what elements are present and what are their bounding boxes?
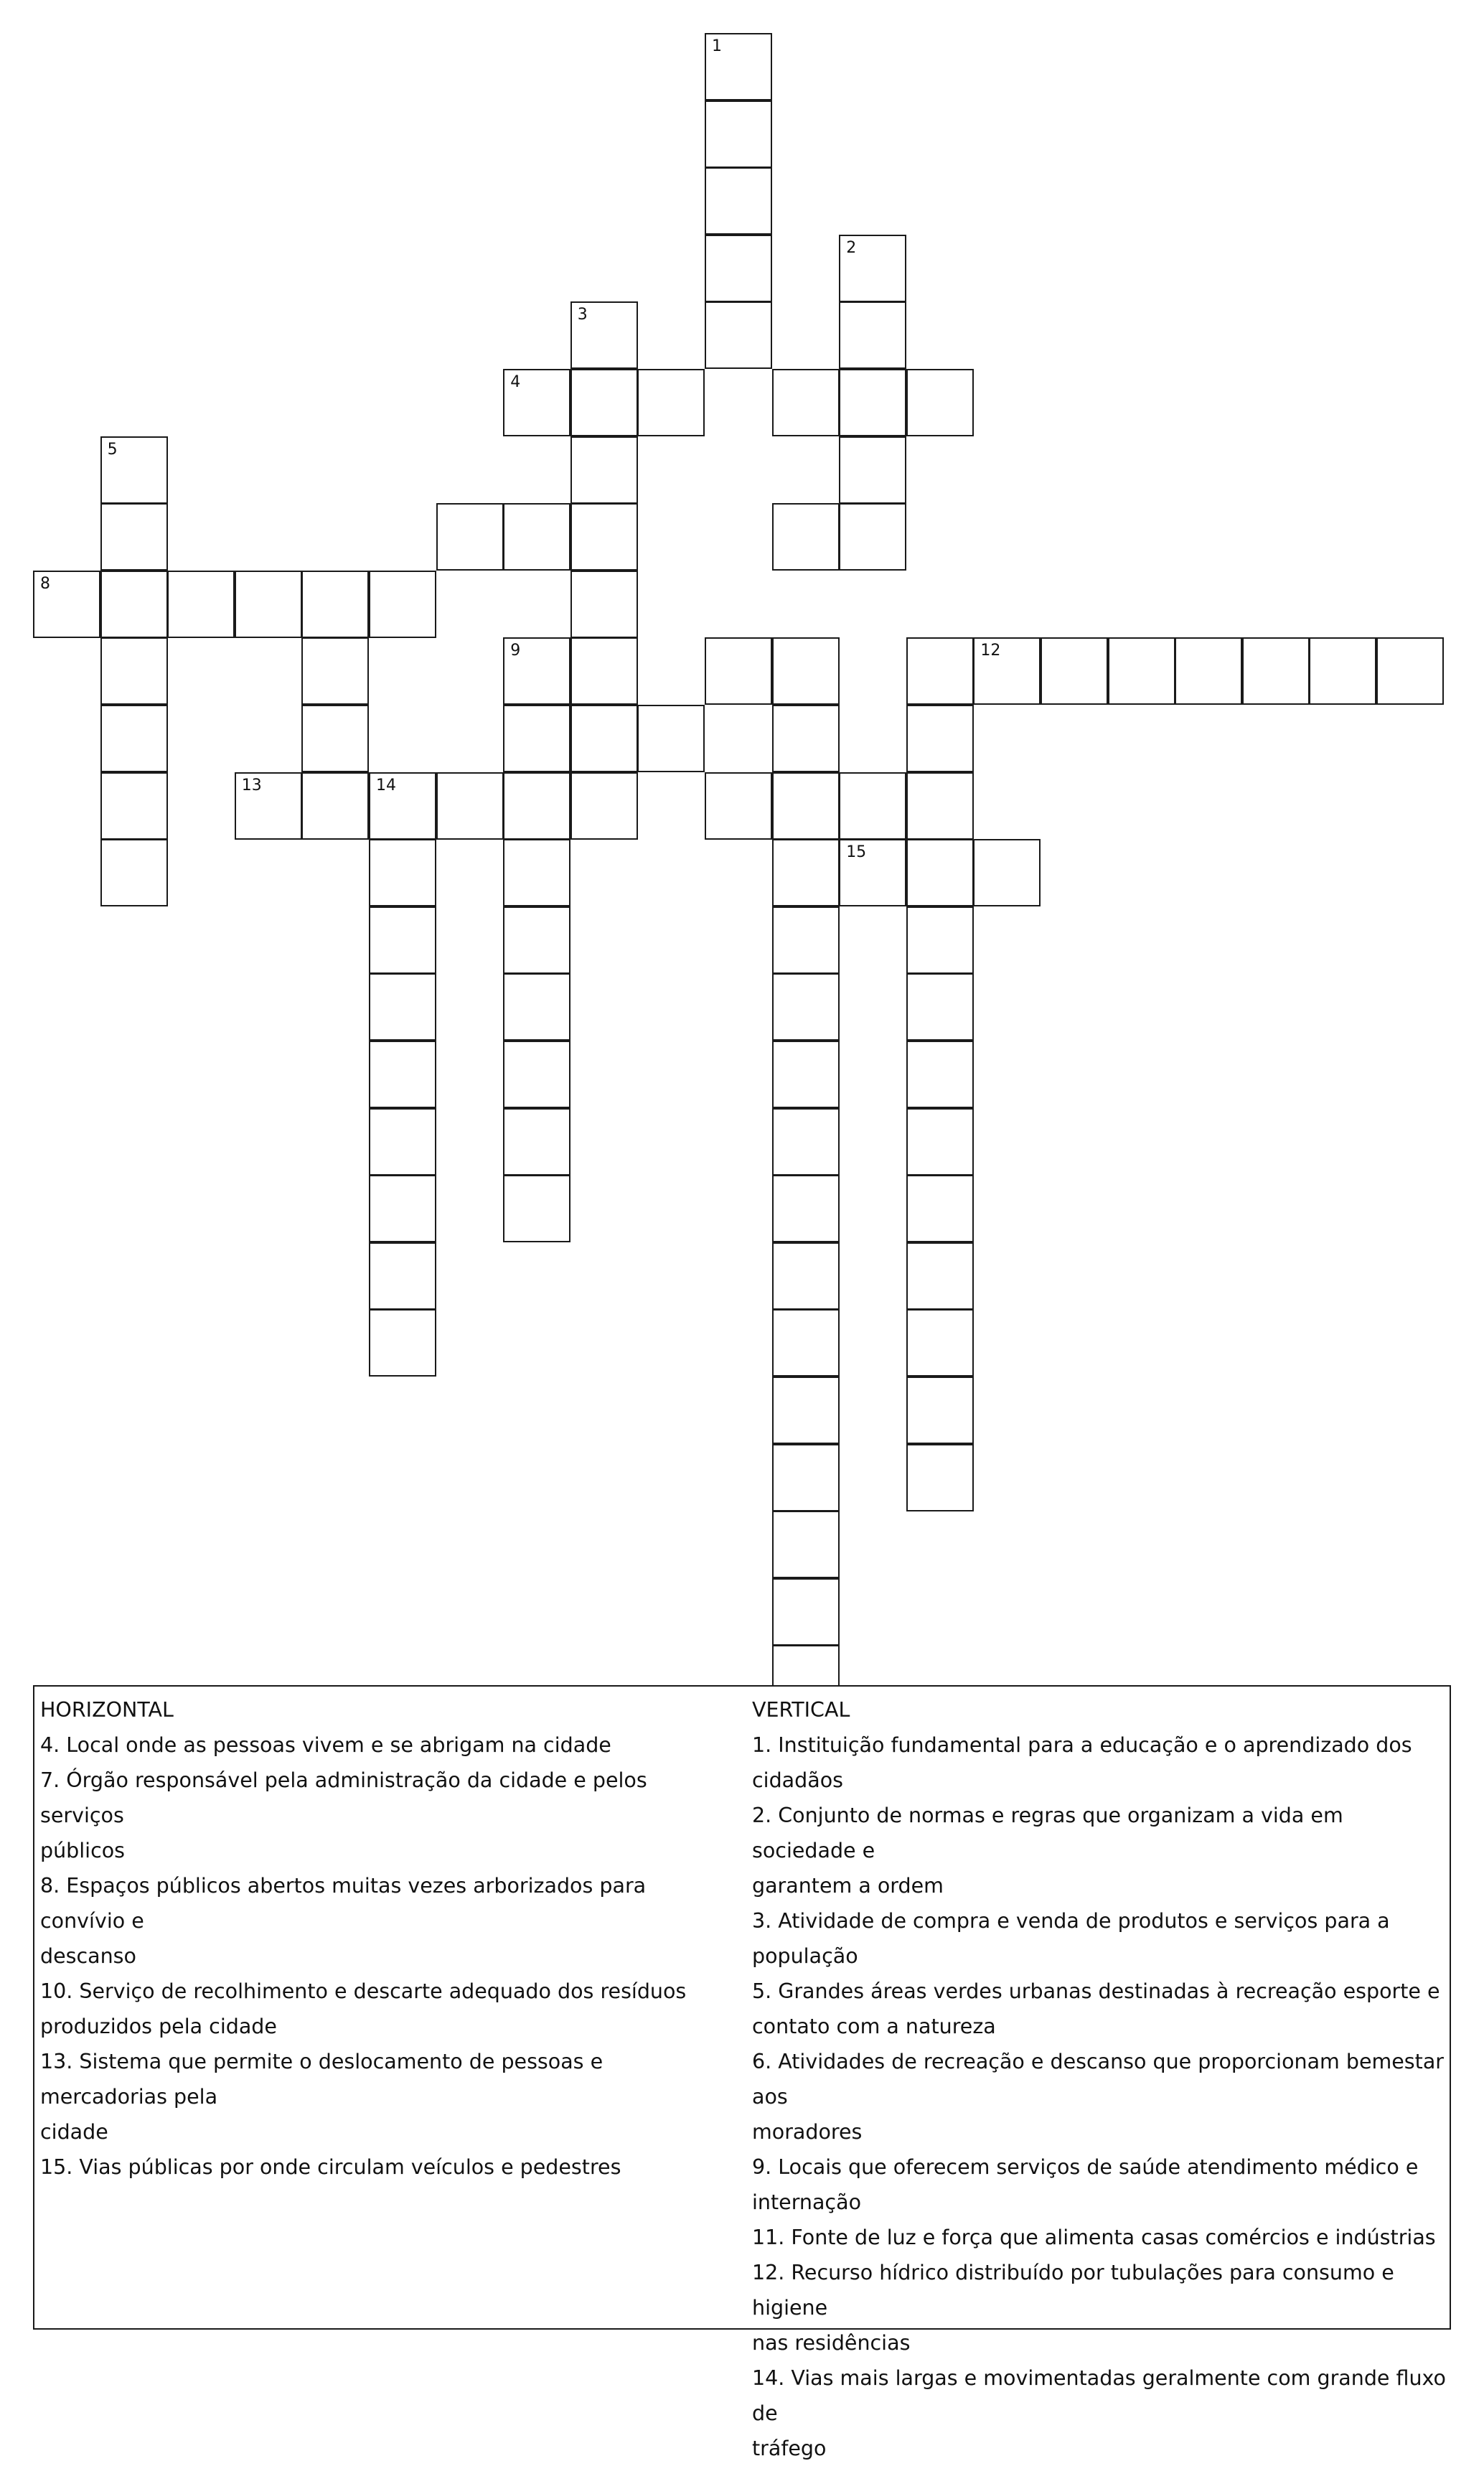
grid-cell[interactable] [906,839,974,906]
clue-line: contato com a natureza [752,2015,996,2038]
clue-line: garantem a ordem [752,1874,944,1898]
grid-cell[interactable] [906,906,974,974]
grid-cell[interactable] [906,1242,974,1310]
grid-cell[interactable] [839,772,906,840]
grid-cell[interactable] [100,571,168,638]
grid-cell[interactable] [772,705,840,772]
grid-cell[interactable] [1376,637,1444,705]
clue-number: 9 [510,642,521,660]
grid-cell[interactable] [301,772,369,840]
grid-cell[interactable] [705,637,772,705]
clue-number: 13 [241,776,262,794]
clue-number: 4 [510,373,521,391]
grid-cell[interactable] [839,301,906,369]
grid-cell[interactable] [503,772,570,840]
grid-cell[interactable] [503,637,570,705]
grid-cell[interactable] [369,1108,436,1176]
clue-line: 2. Conjunto de normas e regras que organizam a vida em sociedade e [752,1804,1343,1862]
clue-line: 13. Sistema que permite o deslocamento de pessoas e mercadorias pela [40,2050,604,2109]
clue-line: 1. Instituição fundamental para a educação e o aprendizado dos [752,1733,1412,1757]
grid-cell[interactable] [235,571,302,638]
clue-line: 6. Atividades de recreação e descanso que proporcionam bemestar aos [752,2050,1445,2109]
grid-cell[interactable] [705,772,772,840]
grid-cell[interactable] [100,839,168,906]
grid-cell[interactable] [369,1309,436,1377]
grid-cell[interactable] [369,973,436,1041]
grid-cell[interactable] [772,637,840,705]
grid-cell[interactable] [772,1041,840,1108]
grid-cell[interactable] [772,1578,840,1646]
clue-line: 3. Atividade de compra e venda de produtos e serviços para a população [752,1909,1390,1968]
grid-cell[interactable] [973,839,1041,906]
clue-number: 8 [40,574,50,593]
grid-cell[interactable] [503,369,570,436]
clue-line: internação [752,2190,862,2214]
grid-cell[interactable] [503,1108,570,1176]
clue-line: produzidos pela cidade [40,2015,277,2038]
clue-number: 1 [712,37,722,55]
clue-line: descanso [40,1944,136,1968]
horizontal-clues [40,1692,729,2185]
clue-number: 2 [846,238,857,257]
horizontal-title: HORIZONTAL [40,1698,174,1722]
grid-cell[interactable] [906,369,974,436]
grid-cell[interactable] [301,637,369,705]
grid-cell[interactable] [906,705,974,772]
clue-line: cidadãos [752,1768,843,1792]
grid-cell[interactable] [906,772,974,840]
clue-line: 15. Vias públicas por onde circulam veículos e pedestres [40,2155,621,2179]
grid-cell[interactable] [570,571,638,638]
grid-cell[interactable] [503,906,570,974]
clue-line: moradores [752,2120,863,2144]
grid-cell[interactable] [570,637,638,705]
grid-cell[interactable] [772,772,840,840]
clue-line: 11. Fonte de luz e força que alimenta casas comércios e indústrias [752,2226,1436,2249]
grid-cell[interactable] [637,705,705,772]
grid-cell[interactable] [369,1242,436,1310]
clue-line: 10. Serviço de recolhimento e descarte adequado dos resíduos [40,1979,687,2003]
vertical-clues [752,1692,1451,2466]
grid-cell[interactable] [369,772,436,840]
clue-line: 9. Locais que oferecem serviços de saúde atendimento médico e [752,2155,1419,2179]
grid-cell[interactable] [839,839,906,906]
grid-cell[interactable] [772,973,840,1041]
grid-cell[interactable] [705,235,772,302]
clue-line: tráfego [752,2437,827,2460]
grid-cell[interactable] [705,301,772,369]
grid-cell[interactable] [369,839,436,906]
grid-cell[interactable] [772,1377,840,1444]
grid-cell[interactable] [839,436,906,504]
clue-number: 14 [376,776,396,794]
clue-number: 15 [846,843,867,862]
grid-cell[interactable] [301,571,369,638]
grid-cell[interactable] [503,1041,570,1108]
grid-cell[interactable] [772,1242,840,1310]
grid-cell[interactable] [772,1511,840,1578]
grid-cell[interactable] [100,772,168,840]
clue-number: 5 [107,440,118,459]
grid-cell[interactable] [100,436,168,504]
clue-line: 14. Vias mais largas e movimentadas geralmente com grande fluxo de [752,2366,1446,2425]
grid-cell[interactable] [369,571,436,638]
grid-cell[interactable] [369,1175,436,1242]
grid-cell[interactable] [570,369,638,436]
grid-cell[interactable] [100,503,168,571]
grid-cell[interactable] [570,705,638,772]
grid-cell[interactable] [436,503,504,571]
grid-cell[interactable] [100,705,168,772]
clue-line: nas residências [752,2331,911,2355]
grid-cell[interactable] [772,1309,840,1377]
clue-line: públicos [40,1839,126,1862]
grid-cell[interactable] [906,1444,974,1511]
grid-cell[interactable] [906,637,974,705]
grid-cell[interactable] [906,973,974,1041]
grid-cell[interactable] [570,503,638,571]
grid-cell[interactable] [33,571,100,638]
clue-line: 12. Recurso hídrico distribuído por tubulações para consumo e higiene [752,2261,1394,2320]
grid-cell[interactable] [906,1309,974,1377]
clue-line: 4. Local onde as pessoas vivem e se abrigam na cidade [40,1733,611,1757]
grid-cell[interactable] [1242,637,1310,705]
clue-line: cidade [40,2120,108,2144]
grid-cell[interactable] [167,571,235,638]
grid-cell[interactable] [906,1175,974,1242]
grid-cell[interactable] [839,369,906,436]
grid-cell[interactable] [973,637,1041,705]
grid-cell[interactable] [772,906,840,974]
vertical-title: VERTICAL [752,1698,850,1722]
grid-cell[interactable] [705,33,772,100]
grid-cell[interactable] [772,1108,840,1176]
grid-cell[interactable] [369,906,436,974]
grid-cell[interactable] [705,100,772,168]
clue-line: 8. Espaços públicos abertos muitas vezes arborizados para convívio e [40,1874,647,1933]
grid-cell[interactable] [705,167,772,235]
grid-cell[interactable] [570,772,638,840]
grid-cell[interactable] [906,1041,974,1108]
grid-cell[interactable] [772,503,840,571]
grid-cell[interactable] [637,369,705,436]
clues-box [33,1685,1451,2460]
grid-cell[interactable] [772,839,840,906]
grid-cell[interactable] [503,503,570,571]
grid-cell[interactable] [235,772,302,840]
grid-cell[interactable] [772,369,840,436]
grid-cell[interactable] [503,973,570,1041]
grid-cell[interactable] [906,1108,974,1176]
grid-cell[interactable] [369,1041,436,1108]
grid-cell[interactable] [301,705,369,772]
grid-cell[interactable] [570,436,638,504]
grid-cell[interactable] [1041,637,1108,705]
grid-cell[interactable] [1108,637,1175,705]
grid-cell[interactable] [772,1175,840,1242]
grid-cell[interactable] [839,235,906,302]
clue-number: 12 [980,642,1001,660]
clue-line: 5. Grandes áreas verdes urbanas destinadas à recreação esporte e [752,1979,1440,2003]
grid-cell[interactable] [839,503,906,571]
grid-cell[interactable] [570,301,638,369]
clue-number: 3 [577,306,588,324]
grid-cell[interactable] [1175,637,1242,705]
clue-line: 7. Órgão responsável pela administração da cidade e pelos serviços [40,1768,647,1827]
grid-cell[interactable] [503,705,570,772]
grid-cell[interactable] [100,637,168,705]
grid-cell[interactable] [1309,637,1376,705]
grid-cell[interactable] [436,772,504,840]
grid-cell[interactable] [503,839,570,906]
grid-cell[interactable] [906,1377,974,1444]
grid-cell[interactable] [772,1444,840,1511]
grid-cell[interactable] [503,1175,570,1242]
